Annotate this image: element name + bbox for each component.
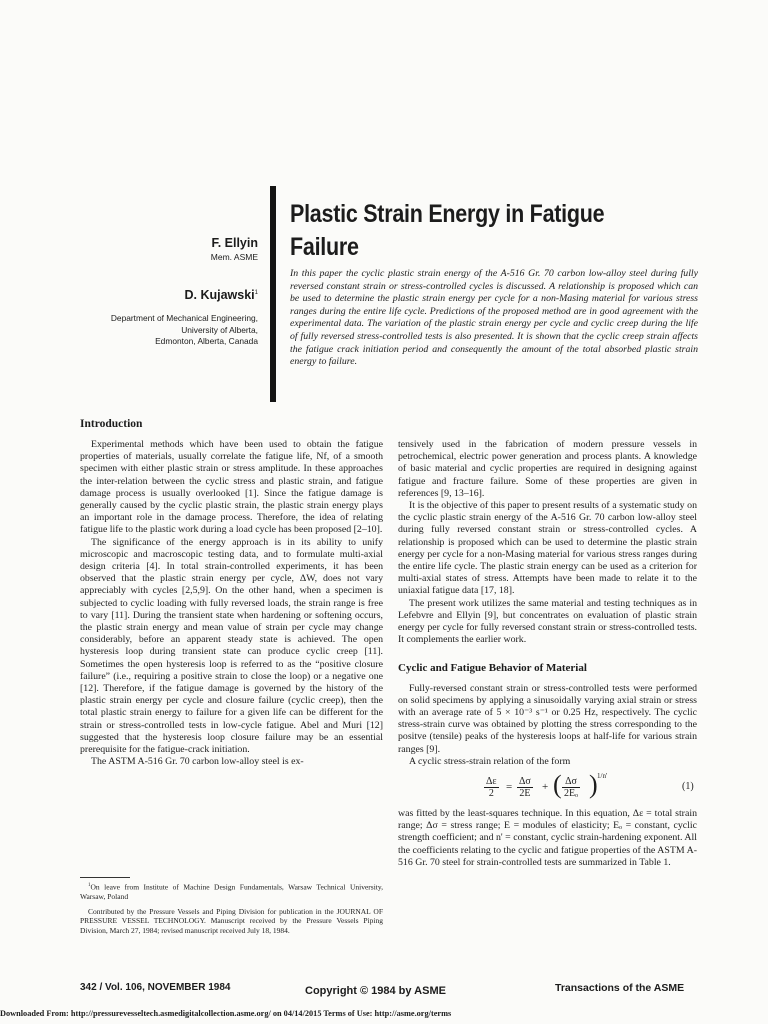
- author-name-2: [80, 286, 258, 302]
- body-paragraph: The significance of the energy approach is in its ability to unify microscopic and macroscopic testing data, and to formulate multi-axial design criteria [4]. In total strain-controlled experiments, it has been observed that the plastic strain energy per cycle, ΔW, does not vary appreciably with cycles [2,5,9]. On the other hand, when a specimen is subjected to cyclic loading with fully reversed loads, the strain range is free to vary [11]. During the transient state when hardening or softening occurs, the plastic strain energy and mean value of strain per cycle may change considerably, before an apparent steady state is achieved. The open hysteresis loop during transient state can produce cyclic creep [11]. Sometimes the open hysteresis loop is referred to as the “positive closure failure” (i.e., requiring a positive strain to close the loop) or a negative one [12]. Therefore, if the fatigue damage is governed by the history of the plastic strain energy per cycle and closure failure (cyclic creep), then the total plastic strain energy to failure for a given life can be different for the strain or stress-controlled tests in low-cycle fatigue. Abel and Muri [12] suggested that the hysteresis loop closure failure may be an essential prerequisite for the fatigue-crack initiation.: [80, 536, 383, 756]
- copyright-notice: Copyright © 1984 by ASME: [305, 985, 446, 997]
- title-line: Plastic Strain Energy in Fatigue: [290, 200, 605, 228]
- equation-fraction: [517, 776, 533, 799]
- equation-exponent: 1/n': [597, 772, 608, 781]
- author-affiliation: [80, 313, 258, 348]
- body-paragraph: It is the objective of this paper to present results of a systematic study on the cyclic plastic strain energy of the A-516 Gr. 70 carbon low-alloy steel during fully reversed constant strain or stress-controlled cycles. A relationship is proposed which can be used to determine the plastic strain energy per cycle for a non-Masing material for various stress ranges during the entire life cycle. The plastic strain energy can be used as a criterion for multi-axial states of stress. Attempts have been made to relate it to the uniaxial fatigue data [17, 18].: [398, 500, 697, 597]
- footnotes: [80, 881, 383, 941]
- footnote-1: [80, 881, 383, 901]
- body-paragraph: The present work utilizes the same material and testing techniques as in Lefebvre and Ellyin [9], but concentrates on evaluation of plastic strain energy per cycle for fully reversed constant strain or stress-controlled tests. It complements the earlier work.: [398, 597, 697, 646]
- right-column: [398, 439, 697, 869]
- paper-title: [290, 198, 651, 264]
- equation-paren-left: (: [553, 770, 562, 800]
- equation-fraction: [484, 776, 499, 799]
- affiliation-line: Department of Mechanical Engineering,: [110, 313, 258, 324]
- equation-numerator: Δσ: [519, 776, 531, 788]
- author-block: [80, 236, 258, 348]
- journal-name: Transactions of the ASME: [555, 982, 685, 994]
- equation-denominator: 2E: [519, 788, 531, 800]
- author-footnote-mark: 1: [254, 290, 258, 296]
- author-membership: Mem. ASME: [210, 252, 258, 262]
- left-column: [80, 439, 383, 768]
- equation-denominator: 2Eₒ: [564, 788, 578, 800]
- body-paragraph: was fitted by the least-squares technique. In this equation, Δε = total strain range; Δσ = stress range; E = modules of elasticity; Eₒ = constant, cyclic strength coefficient; and n' = constant, cyclic strain-hardening exponent. All the coefficients relating to the cyclic and fatigue properties of the ASTM A-516 Gr. 70 steel for strain-controlled tests are summarized in Table 1.: [398, 808, 697, 868]
- footnote-text: On leave from Institute of Machine Design Fundamentals, Warsaw Technical University, Warsaw, Poland: [80, 882, 383, 901]
- equation-number: (1): [682, 781, 694, 793]
- page-volume-info: 342 / Vol. 106, NOVEMBER 1984: [80, 982, 231, 993]
- title-line: Failure: [290, 233, 359, 261]
- equation-equals: =: [506, 781, 513, 794]
- section-heading-introduction: Introduction: [80, 418, 143, 430]
- body-paragraph: A cyclic stress-strain relation of the form: [409, 755, 571, 767]
- section-heading-cyclic-fatigue: Cyclic and Fatigue Behavior of Material: [398, 662, 587, 675]
- body-paragraph: The ASTM A-516 Gr. 70 carbon low-alloy steel is ex-: [91, 756, 304, 768]
- download-notice: Downloaded From: http://pressurevesseltech.asmedigitalcollection.asme.org/ on 04/14/2015 Terms of Use: http://asme.org/terms: [0, 1009, 452, 1018]
- abstract: In this paper the cyclic plastic strain energy of the A-516 Gr. 70 carbon low-alloy steel during fully reversed constant strain or stress-controlled cycles is discussed. A relationship is proposed which can be used to determine the plastic strain energy per cycle for a non-Masing material for various stress ranges during the entire life cycle. Predictions of the proposed method are in good agreement with the experimental data. The variation of the plastic strain energy per cycle and cyclic creep during the life of fully reversed stress-controlled tests is also presented. It is shown that the cyclic creep strain affects the fatigue crack initiation period and consequently the amount of the total absorbed plastic strain energy to failure.: [290, 268, 698, 368]
- author-name-2-text: D. Kujawski: [184, 288, 255, 303]
- body-paragraph: tensively used in the fabrication of modern pressure vessels in petrochemical, electric power generation and process plants. A knowledge of basic material and cyclic properties are required in designing against fatigue and fracture failure. Some of these properties are given in references [9, 13–16].: [398, 439, 697, 499]
- affiliation-line: Edmonton, Alberta, Canada: [155, 336, 258, 347]
- title-divider-bar: [270, 186, 276, 402]
- equation-1: [398, 770, 697, 808]
- body-paragraph: Fully-reversed constant strain or stress-controlled tests were performed on solid specimens by applying a sinusoidally varying axial strain or stress with an average rate of 5 × 10⁻³ s⁻¹ or 0.25 Hz, respectively. The cyclic stress-strain curve was obtained by plotting the stress corresponding to the positve (tensile) peaks of the hysteresis loops at half-life for various strain ranges [9].: [398, 682, 697, 755]
- equation-numerator: Δε: [486, 776, 497, 788]
- affiliation-line: University of Alberta,: [181, 324, 258, 335]
- author-name-1: F. Ellyin: [211, 236, 258, 250]
- equation-fraction: [562, 776, 580, 799]
- equation-denominator: 2: [488, 788, 494, 800]
- footnote-mark: 1: [88, 883, 91, 888]
- equation-paren-right: ): [589, 770, 598, 800]
- footnote-rule: [80, 877, 130, 878]
- equation-numerator: Δσ: [562, 776, 580, 788]
- body-paragraph: Experimental methods which have been used to obtain the fatigue properties of materials, usually correlate the fatigue life, Nf, of a smooth specimen with either plastic strain or stress amplitude. In these approaches the inter-relation between the cyclic stress and plastic strain, and fatigue damage process is usually overlooked [1]. Since the fatigue damage is generally caused by the cyclic plastic strain, the plastic strain energy plays an important role in the damage process. Therefore, the idea of relating fatigue life to the plastic work during a load cycle has been proposed [2–10].: [80, 439, 383, 536]
- equation-plus: +: [542, 781, 549, 794]
- contribution-note: Contributed by the Pressure Vessels and Piping Division for publication in the JOURNAL OF PRESSURE VESSEL TECHNOLOGY. Manuscript received by the Pressure Vessels Piping Division, March 27, 1984; revised manuscript received July 18, 1984.: [80, 907, 383, 935]
